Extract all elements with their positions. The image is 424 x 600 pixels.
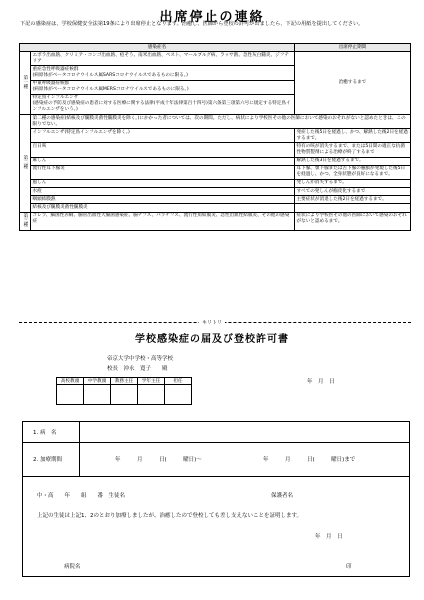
header-period: 出席停止期間	[295, 44, 411, 52]
header-disease: 感染症名	[20, 44, 295, 52]
school-name: 帝京大学中学校・高等学校	[107, 356, 174, 362]
cat2-name: 水痘	[31, 188, 295, 196]
stamp-label: 教務主任	[111, 378, 138, 385]
addressee	[107, 354, 173, 374]
cat2-period: 耳下腺、顎下腺または舌下腺の腫脹が発現した後5日を経過し、かつ、全身状態が良好になるまで。	[295, 165, 411, 179]
cat2-name: インフルエンザ(特定鳥インフルエンザを除く。)	[31, 129, 295, 143]
cat2-period: 解熱した後3日を経過するまで。	[295, 157, 411, 165]
cat1-item-2: 重症急性呼吸器症候群 (病原体がベータコロナウイルス属SARSコロナウイルスであるものに限る。)	[31, 66, 295, 80]
principal-name: 校長 沖永 寛子 殿	[107, 366, 168, 372]
stamp-box[interactable]	[84, 385, 111, 405]
stamp-box[interactable]	[111, 385, 138, 405]
certify-text: 上記の生徒は上記1、2のとおり加療しましたが、治癒したので登校しても差し支えないことを証明します。	[37, 513, 303, 519]
cat2-name: 結核及び髄膜炎菌性髄膜炎	[31, 204, 295, 212]
treatment-period-row[interactable]	[23, 442, 409, 477]
guardian-label: 保護者名	[271, 493, 294, 499]
category-1-label: 第一種	[20, 52, 31, 115]
category-2-label: 第二種	[20, 114, 31, 212]
disease-table	[19, 43, 411, 231]
cat2-period: 発しんが消失するまで。	[295, 179, 411, 187]
cat2-period	[295, 204, 411, 212]
cat1-item-3: 中東呼吸器症候群 (病原体がベータコロナウイルス属MERSコロナウイルスであるものに限る。)	[31, 80, 295, 94]
cat2-name: 咽頭結膜熱	[31, 196, 295, 204]
cat1-period: 治癒するまで	[295, 52, 411, 115]
cat2-period: 発症した後5日を経過し、かつ、解熱した後2日を経過するまで。	[295, 129, 411, 143]
cat1-item-1: エボラ出血熱、クリミア・コンゴ出血熱、痘そう、南米出血熱、ペスト、マールブルグ病、ラッサ熱、急性灰白髄炎、ジフテリア	[31, 52, 295, 66]
approval-stamp-table	[56, 377, 192, 405]
cat2-note: 第二種の感染症(結核及び髄膜炎菌性髄膜炎を除く。)にかかった者については、次の期間。ただし、病状により学校医その他の医師において感染のおそれがないと認めたときは、この限りでない。	[31, 114, 411, 128]
period-to: 年 月 日( 曜日)まで	[263, 457, 356, 463]
stamp-box[interactable]	[138, 385, 165, 405]
cat2-period: すべての発しんが痂皮化するまで	[295, 188, 411, 196]
stamp-label: 高校教頭	[57, 378, 84, 385]
cat1-item-4: 特定鳥インフルエンザ (感染症の予防及び感染症の患者に対する医療に関する法律(平成十年法律第百十四号)第六条第三項第六号に規定する特定鳥インフルエンザをいう。)	[31, 94, 295, 114]
stamp-label: 学年主任	[138, 378, 165, 385]
period-from: 年 月 日( 曜日)〜	[115, 457, 202, 463]
cut-label: キリトリ	[0, 319, 424, 326]
student-line: 中・高 年 組 番 生徒名	[37, 493, 126, 499]
cat2-period: 主要症状が消退した後2日を経過するまで。	[295, 196, 411, 204]
cat2-name: 風しん	[31, 179, 295, 187]
cat2-name: 麻しん	[31, 157, 295, 165]
seal-mark: 印	[346, 564, 352, 570]
form-title: 学校感染症の届及び登校許可書	[135, 334, 289, 345]
certificate-form	[22, 421, 410, 577]
hospital-label: 病院名	[64, 564, 81, 570]
cat3-period: 症状により学校医その他の医師において感染のおそれがないと認めるまで。	[295, 212, 411, 231]
page-title: 出席停止の連絡	[159, 10, 265, 25]
stamp-label: 中学教頭	[84, 378, 111, 385]
cat2-name: 百日咳	[31, 143, 295, 157]
intro-text: 下記の感染症は、学校保健安全法第19条により出席停止となります。治癒し、医師から登校の許可が出ましたら、下記の用紙を提出してください。	[20, 21, 364, 27]
cat2-period: 特有の咳が消失するまで、または5日間の適正な抗菌性物質製剤による治療が終了するまで	[295, 143, 411, 157]
stamp-box[interactable]	[165, 385, 192, 405]
stamp-box[interactable]	[57, 385, 84, 405]
stamp-label: 担任	[165, 378, 192, 385]
category-3-label: 第三種	[20, 212, 31, 231]
treatment-period-label: 2. 加療期間	[33, 457, 62, 463]
cat2-name: 流行性耳下腺炎	[31, 165, 295, 179]
submission-date: 年 月 日	[307, 379, 335, 385]
certify-date: 年 月 日	[315, 534, 343, 540]
disease-name-row[interactable]	[23, 422, 409, 443]
disease-name-label: 1. 病 名	[33, 430, 57, 436]
label-divider	[79, 422, 80, 476]
cat3-diseases: コレラ、細菌性赤痢、腸管出血性大腸菌感染症、腸チフス、パラチフス、流行性角結膜炎、急性出血性結膜炎、その他の感染症	[31, 212, 295, 231]
